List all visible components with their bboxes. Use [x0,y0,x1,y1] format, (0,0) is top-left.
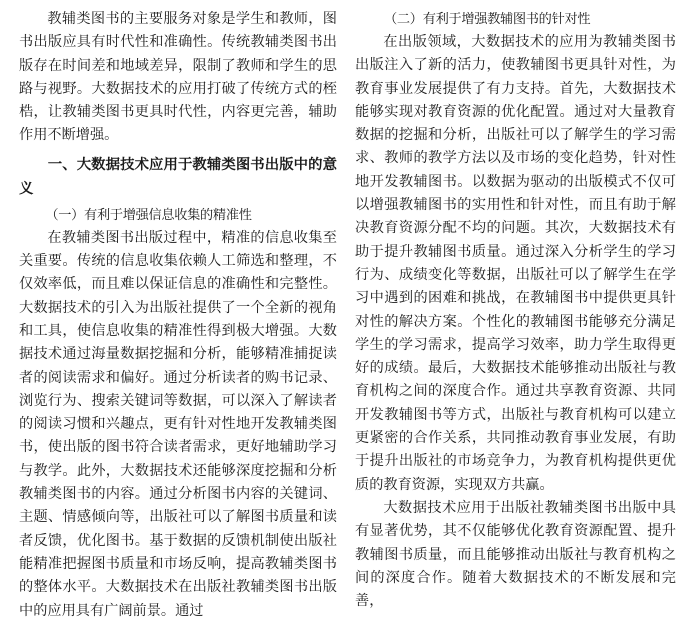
section-heading: 一、大数据技术应用于教辅类图书出版中的意义 [19,156,337,197]
subsection-1-paragraph: 在教辅类图书出版过程中，精准的信息收集至关重要。传统的信息收集依赖人工筛选和整理，不仅效率低，而且难以保证信息的准确性和完整性。大数据技术的引入为出版社提供了一个全新的视角和工具，使信息收集的精准性得到极大增强。大数据技术通过海量数据挖掘和分析，能够精准捕捉读者的阅读需求和偏好。通过分析读者的购书记录、浏览行为、搜索关键词等数据，可以深入了解读者的阅读习惯和兴趣点，更有针对性地开发教辅类图书，使出版的图书符合读者需求，更好地辅助学习与教学。此外，大数据技术还能够深度挖掘和分析教辅类图书的内容。通过分析图书内容的关键词、主题、情感倾向等，出版社可以了解图书质量和读者反馈，优化图书。基于数据的反馈机制使出版社能精准把握图书质量和市场反响，提高教辅类图书的整体水平。大数据技术在出版社教辅类图书出版中的应用具有广阔前景。通过 [19,229,337,619]
intro-paragraph: 教辅类图书的主要服务对象是学生和教师，图书出版应具有时代性和准确性。传统教辅类图书出版存在时间差和地域差异，限制了教师和学生的思路与视野。大数据技术的应用打破了传统方式的桎梏，让教辅类图书更具时代性，内容更完善，辅助作用不断增强。 [19,11,337,144]
subsection-2-paragraph-2: 大数据技术应用于出版社教辅类图书出版中具有显著优势，其不仅能够优化教育资源配置、提升教辅图书质量，而且能够推动出版社与教育机构之间的深度合作。随着大数据技术的不断发展和完善， [355,499,676,610]
subsection-2-paragraph-1: 在出版领域，大数据技术的应用为教辅类图书出版注入了新的活力，使教辅图书更具针对性，为教育事业发展提供了有力支持。首先，大数据技术能够实现对教育资源的优化配置。通过对大量教育数据的挖掘和分析，出版社可以了解学生的学习需求、教师的教学方法以及市场的变化趋势，针对性地开发教辅图书。以数据为驱动的出版模式不仅可以增强教辅图书的实用性和针对性，而且有助于解决教育资源分配不均的问题。其次，大数据技术有助于提升教辅图书质量。通过深入分析学生的学习行为、成绩变化等数据，出版社可以了解学生在学习中遇到的困难和挑战，在教辅图书中提供更具针对性的解决方案。个性化的教辅图书能够充分满足学生的学习需求，提高学习效率，助力学生取得更好的成绩。最后，大数据技术能够推动出版社与教育机构之间的深度合作。通过共享教育资源、共同开发教辅图书等方式，出版社与教育机构可以建立更紧密的合作关系，共同推动教育事业发展，有助于提升出版社的市场竞争力，为教育机构提供更优质的教育资源，实现双方共赢。 [355,34,676,493]
left-column [19,8,337,623]
subsection-heading-1: （一）有利于增强信息收集的精准性 [45,207,252,223]
subsection-heading-2: （二）有利于增强教辅图书的针对性 [384,12,591,27]
right-column [355,8,676,613]
